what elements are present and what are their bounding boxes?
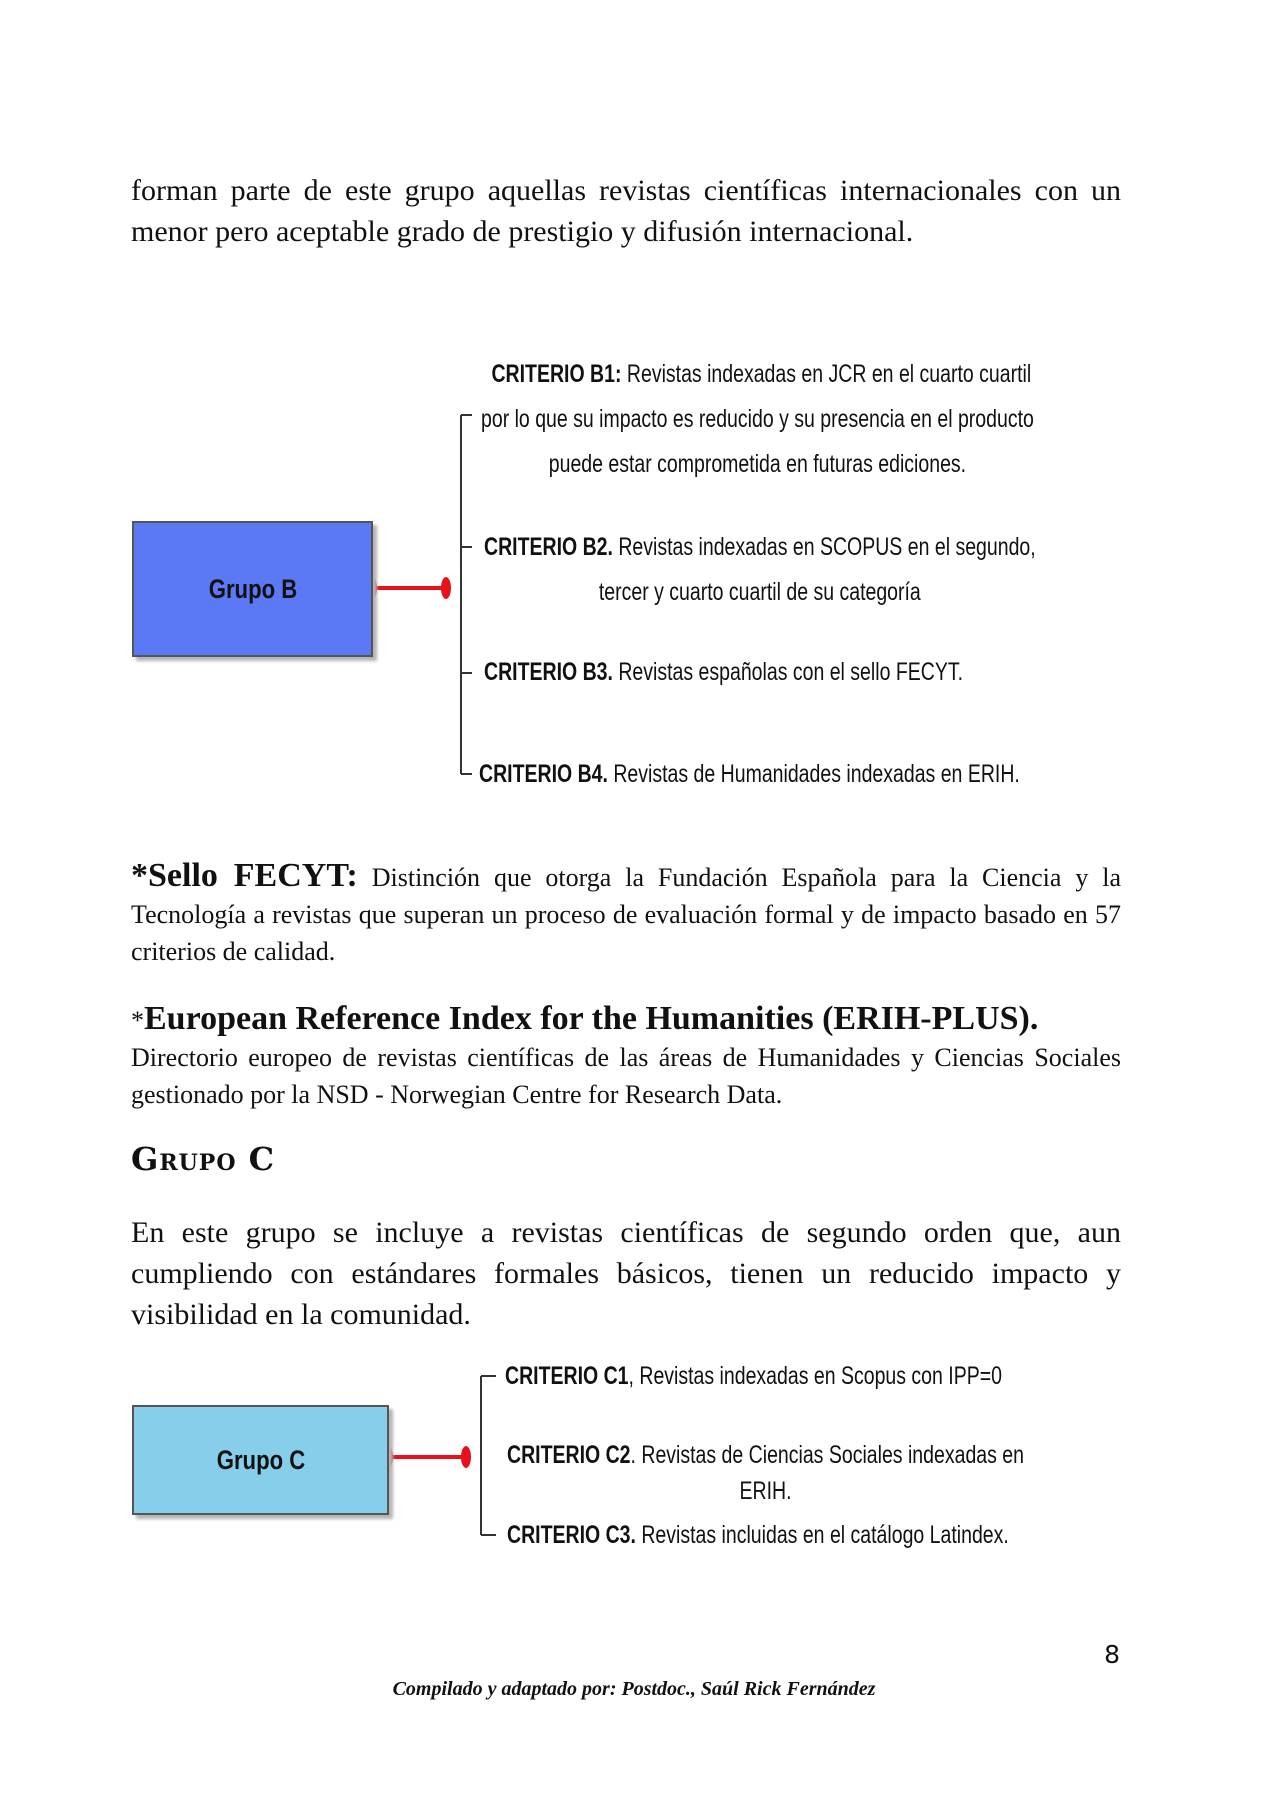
criterio-b2-label: CRITERIO B2. bbox=[484, 533, 613, 561]
criterio-c3-label: CRITERIO C3. bbox=[507, 1521, 636, 1549]
erih-star: * bbox=[131, 1006, 144, 1035]
grupo-c-connector bbox=[383, 1446, 471, 1468]
grupo-b-box-label: Grupo B bbox=[208, 573, 297, 604]
fecyt-text: Distinción que otorga la Fundación Española para la Ciencia y la Tecnología a revistas que superan un proceso de evaluación formal y de impacto basado en 57 criterios de calidad. bbox=[131, 863, 1121, 966]
erih-term: European Reference Index for the Humanities (ERIH-PLUS). bbox=[144, 1000, 1039, 1037]
criterio-c2-label: CRITERIO C2 bbox=[507, 1441, 631, 1469]
criterio-b3-label: CRITERIO B3. bbox=[484, 658, 613, 686]
criterio-c2 bbox=[507, 1437, 1024, 1509]
fecyt-definition bbox=[131, 857, 1121, 970]
erih-definition bbox=[131, 1000, 1121, 1113]
criterio-b3 bbox=[484, 650, 963, 695]
grupo-c-heading: Grupo C bbox=[131, 1140, 276, 1178]
criterio-c1-label: CRITERIO C1 bbox=[505, 1362, 629, 1390]
criterio-b2-line2: tercer y cuarto cuartil de su categoría bbox=[598, 578, 921, 606]
grupo-c-paragraph: En este grupo se incluye a revistas científicas de segundo orden que, aun cumpliendo con estándares formales básicos, tienen un reducido impacto y visibilidad en la comunidad. bbox=[131, 1216, 1121, 1331]
intro-paragraph: forman parte de este grupo aquellas revistas científicas internacionales con un menor pero aceptable grado de prestigio y difusión internacional. bbox=[131, 174, 1121, 248]
grupo-c-box bbox=[132, 1405, 389, 1515]
criterio-c2-text: . Revistas de Ciencias Sociales indexadas en bbox=[630, 1441, 1024, 1469]
criterio-c1-text: , Revistas indexadas en Scopus con IPP=0 bbox=[628, 1362, 1002, 1390]
criterio-b1 bbox=[481, 352, 1034, 487]
criterio-c1 bbox=[505, 1354, 1002, 1399]
criterio-b1-label: CRITERIO B1: bbox=[491, 360, 622, 388]
criterio-c3-text: Revistas incluidas en el catálogo Latindex. bbox=[635, 1521, 1009, 1549]
footer-credit: Compilado y adaptado por: Postdoc., Saúl Rick Fernández bbox=[392, 1678, 876, 1700]
grupo-b-box bbox=[132, 521, 373, 657]
criterio-c2-line2: ERIH. bbox=[739, 1477, 792, 1505]
criterio-b4-text: Revistas de Humanidades indexadas en ERIH. bbox=[607, 760, 1020, 788]
erih-text: Directorio europeo de revistas científicas de las áreas de Humanidades y Ciencias Sociales gestionado por la NSD - Norwegian Centre for Research Data. bbox=[131, 1043, 1121, 1109]
grupo-b-connector bbox=[367, 577, 451, 599]
grupo-b-bracket bbox=[461, 415, 472, 774]
page-number: 8 bbox=[1104, 1640, 1120, 1669]
grupo-c-bracket bbox=[481, 1376, 496, 1535]
criterio-b3-text: Revistas españolas con el sello FECYT. bbox=[612, 658, 964, 686]
criterio-b1-line3: puede estar comprometida en futuras ediciones. bbox=[548, 450, 967, 478]
criterio-b2 bbox=[484, 525, 1036, 615]
criterio-b4 bbox=[479, 752, 1020, 797]
fecyt-term: *Sello FECYT: bbox=[131, 857, 358, 894]
criterio-b4-label: CRITERIO B4. bbox=[479, 760, 608, 788]
criterio-b1-text: Revistas indexadas en JCR en el cuarto cuartil bbox=[621, 360, 1032, 388]
grupo-c-box-label: Grupo C bbox=[216, 1444, 305, 1475]
criterio-b1-line2: por lo que su impacto es reducido y su presencia en el producto bbox=[481, 405, 1034, 433]
criterio-b2-text: Revistas indexadas en SCOPUS en el segundo, bbox=[612, 533, 1036, 561]
criterio-c3 bbox=[507, 1513, 1009, 1558]
